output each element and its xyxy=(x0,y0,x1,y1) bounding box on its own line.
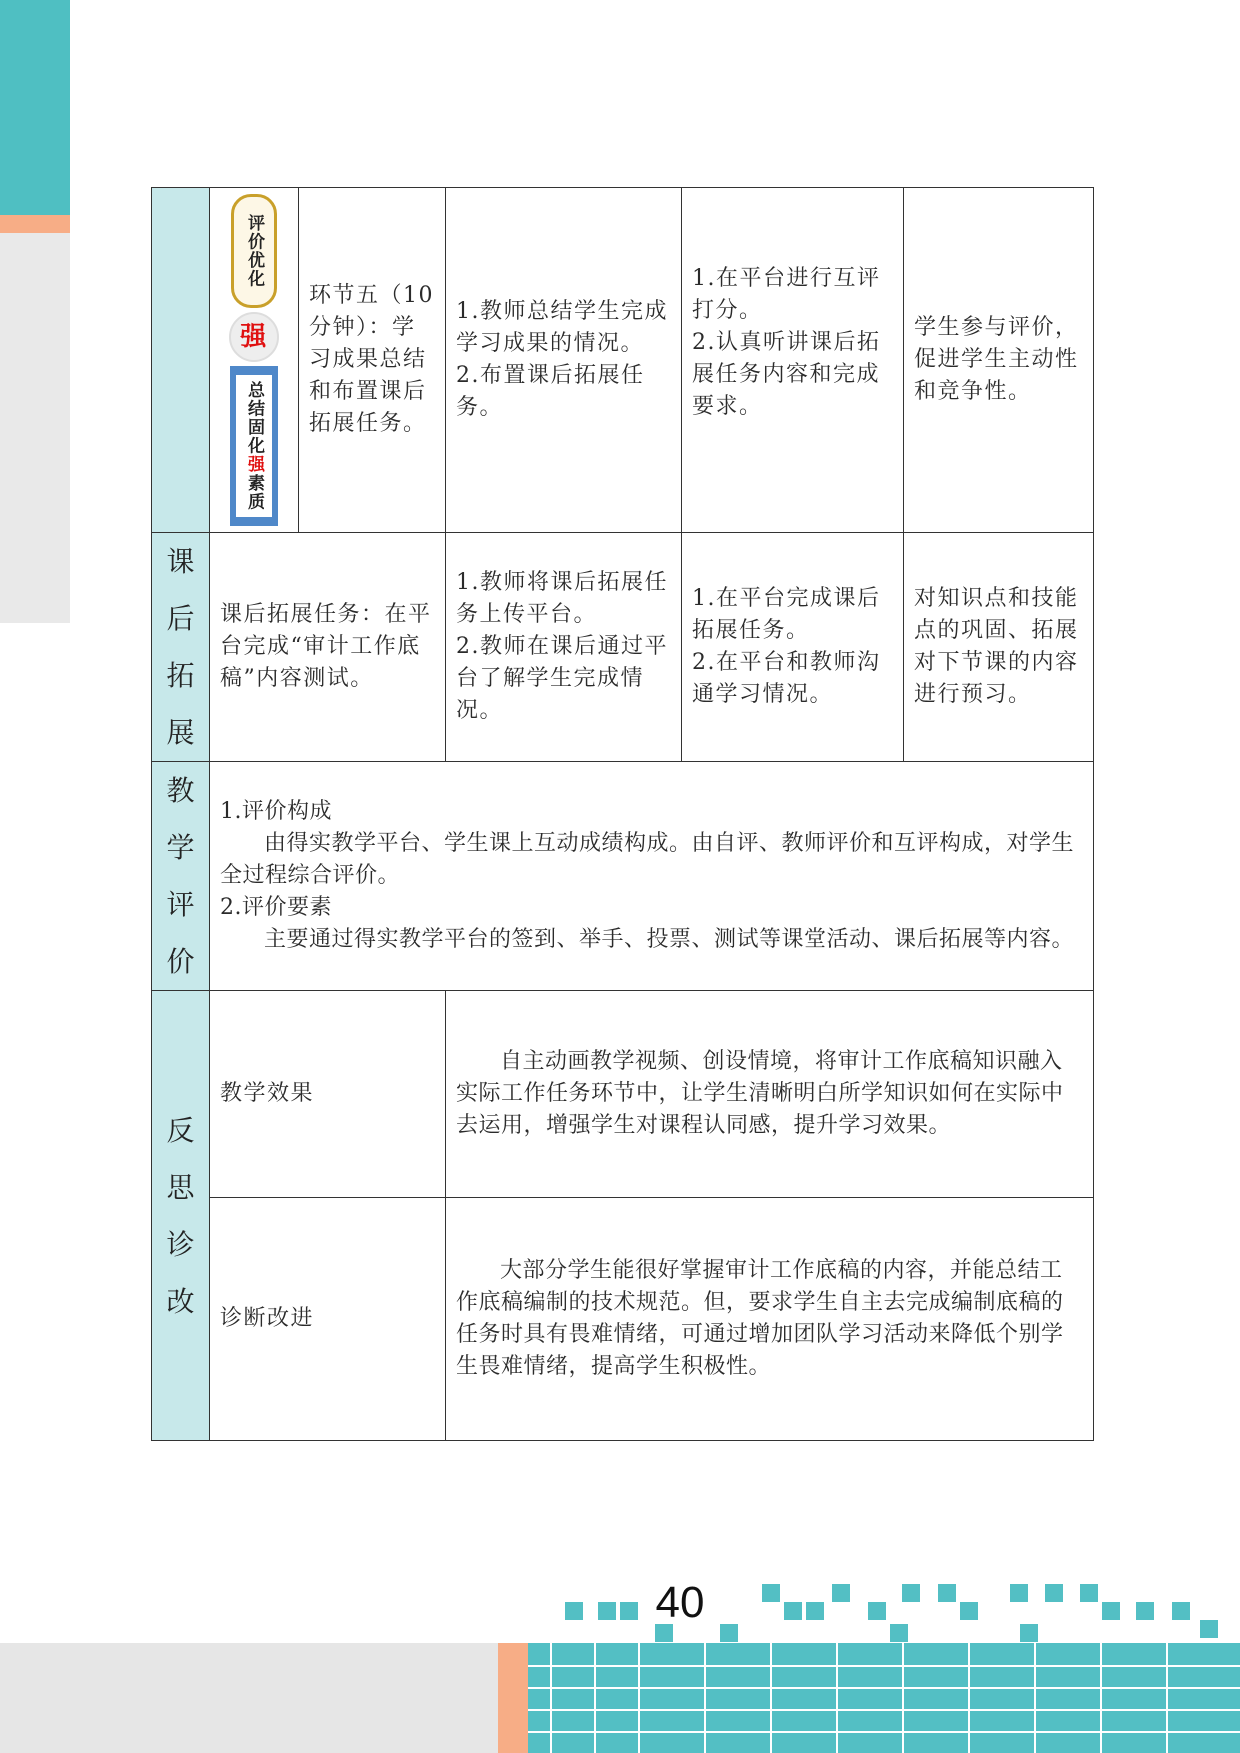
badge-bottom-panel xyxy=(230,366,278,526)
badge-bottom-label: 总结固化 强 素质 xyxy=(236,375,272,517)
after-class-student-2: 2.在平台和教师沟通学习情况。 xyxy=(692,650,881,707)
design-purpose-cell xyxy=(904,188,1094,533)
step-cell xyxy=(299,188,446,533)
evaluation-heading-2: 2.评价要素 xyxy=(220,895,332,920)
stage-reflection: 反 思 诊 改 xyxy=(152,991,210,1441)
after-class-teacher-1: 1.教师将课后拓展任务上传平台。 xyxy=(456,570,668,627)
summary-row xyxy=(152,188,1094,533)
badge-cell xyxy=(210,188,299,533)
stage-evaluation: 教 学 评 价 xyxy=(152,762,210,991)
evaluation-paragraph-1: 由得实教学平台、学生课上互动成绩构成。由自评、教师评价和互评构成，对学生全过程综合评价。 xyxy=(220,831,1075,888)
stage-cell-empty xyxy=(152,188,210,533)
after-class-teacher-cell xyxy=(446,533,682,762)
reflection-effect-row xyxy=(152,991,1094,1198)
student-activity-1: 1.在平台进行互评打分。 xyxy=(692,266,881,323)
side-orange-band xyxy=(0,215,70,233)
design-purpose-text: 学生参与评价，促进学生主动性和竞争性。 xyxy=(914,315,1079,404)
badge-top-label: 评价优化 xyxy=(231,194,277,308)
effect-text: 自主动画教学视频、创设情境，将审计工作底稿知识融入实际工作任务环节中，让学生清晰明白所学知识如何在实际中去运用，增强学生对课程认同感，提升学习效果。 xyxy=(456,1049,1064,1138)
student-activity-cell xyxy=(682,188,904,533)
teacher-activity-1: 1.教师总结学生完成学习成果的情况。 xyxy=(456,299,668,356)
bottom-orange-band xyxy=(498,1643,528,1753)
evaluation-paragraph-2: 主要通过得实教学平台的签到、举手、投票、测试等课堂活动、课后拓展等内容。 xyxy=(264,927,1075,952)
evaluation-heading-1: 1.评价构成 xyxy=(220,799,332,824)
after-class-content: 课后拓展任务：在平台完成“审计工作底稿”内容测试。 xyxy=(220,602,432,691)
improve-label-cell xyxy=(210,1198,446,1441)
stage-after-class: 课 后 拓 展 xyxy=(152,533,210,762)
bottom-teal-band xyxy=(528,1643,1240,1753)
side-teal-band xyxy=(0,0,70,215)
improve-text: 大部分学生能很好掌握审计工作底稿的内容，并能总结工作底稿编制的技术规范。但，要求学生自主去完成编制底稿的任务时具有畏难情绪，可通过增加团队学习活动来降低个别学生畏难情绪，提高学生积极性。 xyxy=(456,1258,1064,1379)
evaluation-row xyxy=(152,762,1094,991)
effect-label-cell xyxy=(210,991,446,1198)
side-gray-band xyxy=(0,233,70,623)
after-class-purpose-cell xyxy=(904,533,1094,762)
improve-label: 诊断改进 xyxy=(220,1306,315,1331)
teacher-activity-cell xyxy=(446,188,682,533)
after-class-student-1: 1.在平台完成课后拓展任务。 xyxy=(692,586,881,643)
effect-label: 教学效果 xyxy=(220,1081,315,1106)
effect-text-cell xyxy=(446,991,1094,1198)
after-class-student-cell xyxy=(682,533,904,762)
after-class-content-cell xyxy=(210,533,446,762)
teacher-activity-2: 2.布置课后拓展任务。 xyxy=(456,363,645,420)
step-text: 环节五（10分钟）：学习成果总结和布置课后拓展任务。 xyxy=(309,283,434,436)
stage-badge xyxy=(229,194,279,526)
after-class-row xyxy=(152,533,1094,762)
page-number: 40 xyxy=(655,1578,705,1627)
reflection-improve-row xyxy=(152,1198,1094,1441)
after-class-teacher-2: 2.教师在课后通过平台了解学生完成情况。 xyxy=(456,634,668,723)
lesson-plan-table xyxy=(151,187,1094,1441)
after-class-purpose: 对知识点和技能点的巩固、拓展对下节课的内容进行预习。 xyxy=(914,586,1079,707)
student-activity-2: 2.认真听讲课后拓展任务内容和完成要求。 xyxy=(692,330,881,419)
badge-strong-mark: 强 xyxy=(229,312,279,362)
improve-text-cell xyxy=(446,1198,1094,1441)
evaluation-content-cell xyxy=(210,762,1094,991)
bottom-gray-band xyxy=(0,1643,498,1753)
